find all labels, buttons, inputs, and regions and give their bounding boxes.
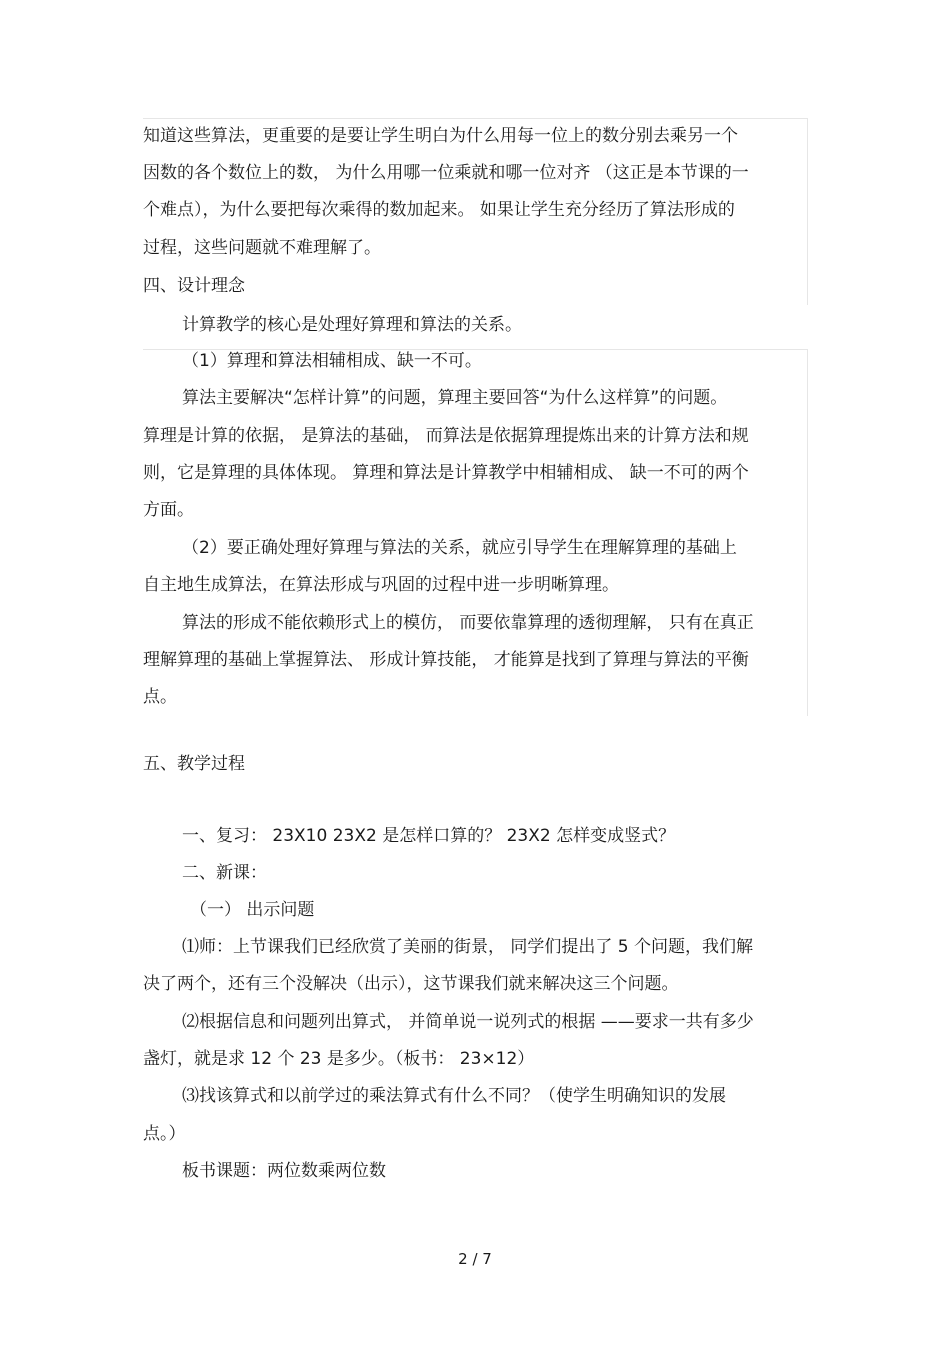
paragraph-line: 则，它是算理的具体体现。 算理和算法是计算教学中相辅相成、 缺一不可的两个 <box>143 463 749 483</box>
paragraph-line: （一） 出示问题 <box>190 900 315 920</box>
paragraph-line: 因数的各个数位上的数， 为什么用哪一位乘就和哪一位对齐 （这正是本节课的一 <box>143 163 749 183</box>
paragraph-line: 个难点），为什么要把每次乘得的数加起来。 如果让学生充分经历了算法形成的 <box>143 200 735 220</box>
paragraph-line: 计算教学的核心是处理好算理和算法的关系。 <box>182 315 522 335</box>
paragraph-line: 算法的形成不能依赖形式上的模仿， 而要依靠算理的透彻理解， 只有在真正 <box>182 613 754 633</box>
paragraph-line: 算法主要解决“怎样计算”的问题，算理主要回答“为什么这样算”的问题。 <box>182 388 728 408</box>
paragraph-line: 方面。 <box>143 500 194 520</box>
paragraph-line: 决了两个，还有三个没解决（出示），这节课我们就来解决这三个问题。 <box>143 974 679 994</box>
paragraph-line: ⑴师：上节课我们已经欣赏了美丽的街景， 同学们提出了 5 个问题，我们解 <box>182 937 754 957</box>
paragraph-line: 盏灯，就是求 12 个 23 是多少。（板书： 23×12） <box>143 1049 535 1069</box>
paragraph-line: （1）算理和算法相辅相成、缺一不可。 <box>182 351 482 371</box>
paragraph-line: 二、新课： <box>182 863 267 883</box>
page-number: 2 / 7 <box>458 1250 492 1268</box>
paragraph-line: 理解算理的基础上掌握算法、 形成计算技能， 才能算是找到了算理与算法的平衡 <box>143 650 749 670</box>
paragraph-line: 知道这些算法，更重要的是要让学生明白为什么用每一位上的数分别去乘另一个 <box>143 126 738 146</box>
paragraph-line: （2）要正确处理好算理与算法的关系，就应引导学生在理解算理的基础上 <box>182 538 737 558</box>
paragraph-line: 点。） <box>143 1124 186 1144</box>
section-heading: 五、教学过程 <box>143 754 245 774</box>
paragraph-line: 一、复习： 23X10 23X2 是怎样口算的？ 23X2 怎样变成竖式？ <box>182 826 676 846</box>
paragraph-line: 过程，这些问题就不难理解了。 <box>143 238 381 258</box>
paragraph-line: 算理是计算的依据， 是算法的基础， 而算法是依据算理提炼出来的计算方法和规 <box>143 426 749 446</box>
paragraph-line: ⑶找该算式和以前学过的乘法算式有什么不同？（使学生明确知识的发展 <box>182 1086 726 1106</box>
paragraph-line: 板书课题：两位数乘两位数 <box>182 1161 386 1181</box>
paragraph-line: ⑵根据信息和问题列出算式， 并简单说一说列式的根据 ——要求一共有多少 <box>182 1012 754 1032</box>
paragraph-line: 点。 <box>143 687 177 707</box>
paragraph-line: 自主地生成算法，在算法形成与巩固的过程中进一步明晰算理。 <box>143 575 619 595</box>
section-heading: 四、设计理念 <box>143 276 245 296</box>
